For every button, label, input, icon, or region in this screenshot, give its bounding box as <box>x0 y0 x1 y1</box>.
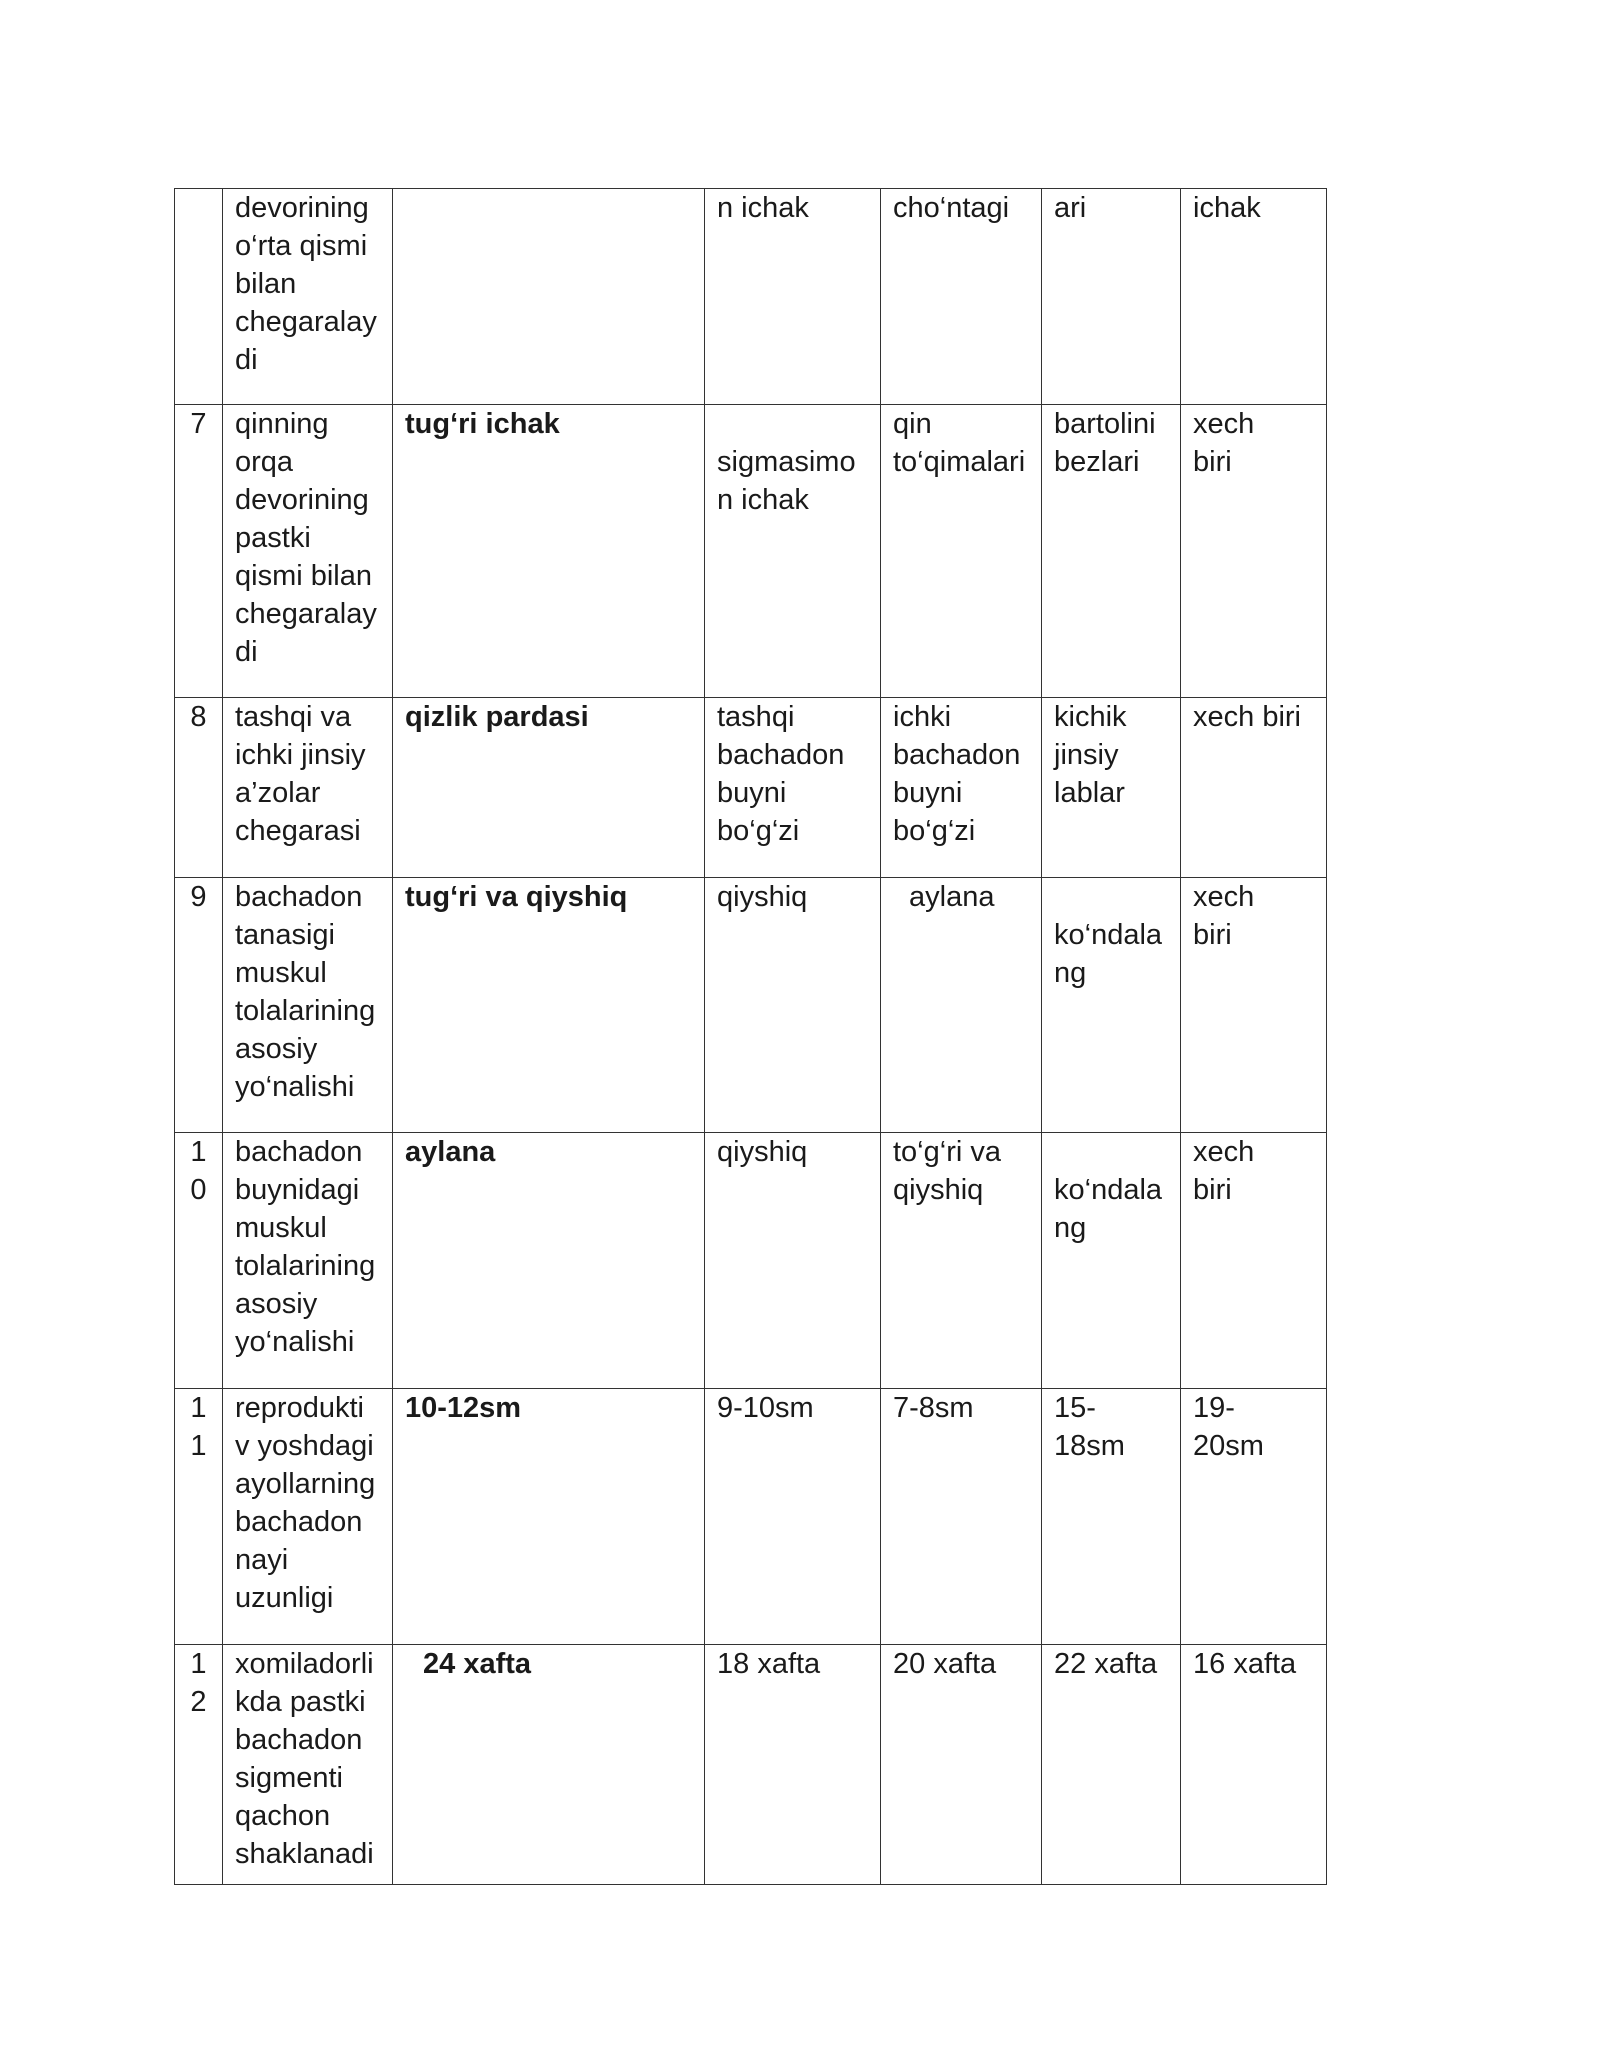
option-b: qin to‘qimalari <box>881 405 1042 698</box>
option-d: xech biri <box>1181 405 1327 698</box>
option-b: to‘g‘ri va qiyshiq <box>881 1133 1042 1389</box>
table-row <box>175 1389 1327 1645</box>
option-b: 20 xafta <box>881 1645 1042 1885</box>
table-row <box>175 189 1327 405</box>
option-c-cell <box>1042 878 1181 1133</box>
question-text: bachadon tanasigi muskul tolalarining asosiy yo‘nalishi <box>223 878 393 1133</box>
correct-answer: qizlik pardasi <box>393 698 705 878</box>
option-c: ari <box>1042 189 1181 405</box>
row-number: 1 2 <box>175 1645 223 1885</box>
option-d: xech biri <box>1181 878 1327 1133</box>
option-c: bartolini bezlari <box>1042 405 1181 698</box>
option-a: 9-10sm <box>705 1389 881 1645</box>
table-row <box>175 405 1327 698</box>
row-number: 9 <box>175 878 223 1133</box>
option-c: ko‘ndala ng <box>1054 1174 1163 1244</box>
option-b: 7-8sm <box>881 1389 1042 1645</box>
option-b: cho‘ntagi <box>881 189 1042 405</box>
row-number <box>175 189 223 405</box>
option-d: ichak <box>1181 189 1327 405</box>
correct-answer: 10-12sm <box>393 1389 705 1645</box>
option-d: 19- 20sm <box>1181 1389 1327 1645</box>
option-d: 16 xafta <box>1181 1645 1327 1885</box>
option-c: kichik jinsiy lablar <box>1042 698 1181 878</box>
option-d: xech biri <box>1181 1133 1327 1389</box>
option-a: 18 xafta <box>705 1645 881 1885</box>
question-text: qinning orqa devorining pastki qismi bilan chegaralay di <box>223 405 393 698</box>
option-a: sigmasimo n ichak <box>717 446 856 516</box>
option-d: xech biri <box>1181 698 1327 878</box>
question-text: reprodukti v yoshdagi ayollarning bachadon nayi uzunligi <box>223 1389 393 1645</box>
row-number: 1 0 <box>175 1133 223 1389</box>
option-c: 22 xafta <box>1042 1645 1181 1885</box>
option-a: qiyshiq <box>705 1133 881 1389</box>
row-number: 8 <box>175 698 223 878</box>
question-text: devorining o‘rta qismi bilan chegaralay di <box>223 189 393 405</box>
option-c: ko‘ndala ng <box>1054 919 1163 989</box>
option-a: tashqi bachadon buyni bo‘g‘zi <box>705 698 881 878</box>
correct-answer: tug‘ri ichak <box>393 405 705 698</box>
row-number: 7 <box>175 405 223 698</box>
question-text: xomiladorli kda pastki bachadon sigmenti qachon shaklanadi <box>223 1645 393 1885</box>
option-a: qiyshiq <box>705 878 881 1133</box>
table-row <box>175 1645 1327 1885</box>
option-b: ichki bachadon buyni bo‘g‘zi <box>881 698 1042 878</box>
question-text: tashqi va ichki jinsiy a’zolar chegarasi <box>223 698 393 878</box>
correct-answer: tug‘ri va qiyshiq <box>393 878 705 1133</box>
table-row <box>175 1133 1327 1389</box>
question-text: bachadon buynidagi muskul tolalarining asosiy yo‘nalishi <box>223 1133 393 1389</box>
row-number: 1 1 <box>175 1389 223 1645</box>
correct-answer: aylana <box>393 1133 705 1389</box>
option-a-cell <box>705 405 881 698</box>
question-table <box>174 188 1327 1885</box>
option-c: 15- 18sm <box>1042 1389 1181 1645</box>
correct-answer: 24 xafta <box>393 1645 705 1885</box>
option-a: n ichak <box>705 189 881 405</box>
table-row <box>175 698 1327 878</box>
table-row <box>175 878 1327 1133</box>
option-b: aylana <box>881 878 1042 1133</box>
correct-answer <box>393 189 705 405</box>
option-c-cell <box>1042 1133 1181 1389</box>
